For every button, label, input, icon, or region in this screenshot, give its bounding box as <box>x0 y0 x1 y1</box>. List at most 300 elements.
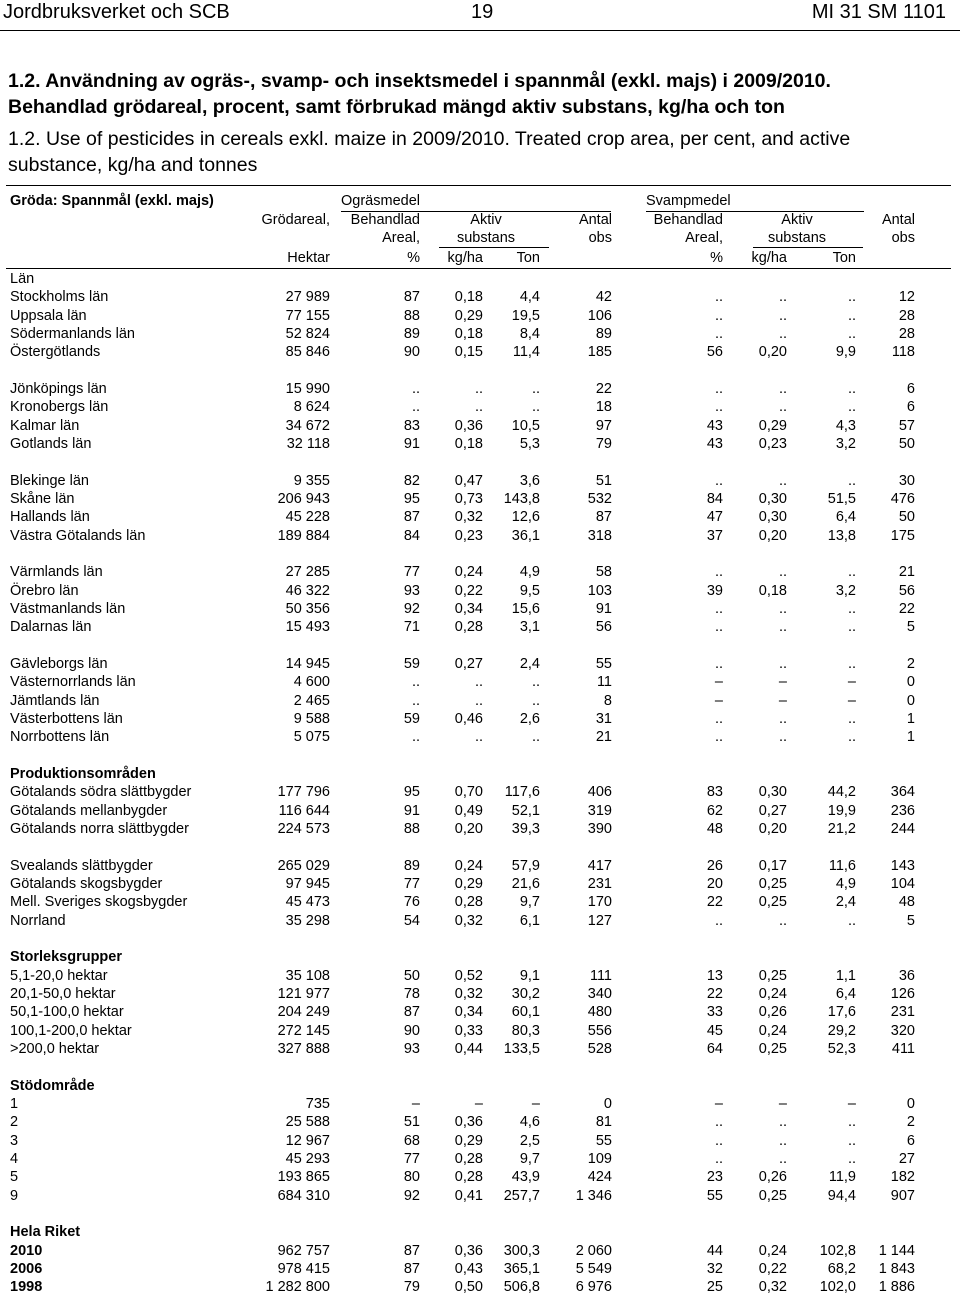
cell-ton1: 6,1 <box>519 912 540 929</box>
cell-antal2: 364 <box>890 784 915 801</box>
cell-grodareal: 684 310 <box>277 1187 330 1204</box>
cell-beh2: 44 <box>706 1242 723 1259</box>
cell-beh2: 43 <box>706 436 723 452</box>
row-label: Mell. Sveriges skogsbygder <box>10 894 188 911</box>
cell-antal1: 231 <box>587 875 612 892</box>
cell-grodareal: 8 624 <box>293 399 330 416</box>
col-subst2: substans <box>767 230 827 246</box>
cell-kgha2: 0,30 <box>758 491 787 507</box>
cell-ton2: .. <box>847 326 856 342</box>
cell-grodareal: 206 943 <box>277 491 330 507</box>
cell-antal1: 11 <box>596 674 612 691</box>
cell-antal1: 55 <box>595 1132 612 1149</box>
cell-ton1: .. <box>531 381 540 397</box>
row-label: Norrland <box>10 912 66 929</box>
header-bottom-rule <box>6 268 951 269</box>
cell-antal2: 126 <box>890 985 915 1002</box>
cell-grodareal: 4 600 <box>293 674 330 691</box>
cell-ton1: 365,1 <box>503 1260 540 1277</box>
cell-antal1: 340 <box>587 985 612 1002</box>
cell-kgha2: .. <box>778 399 787 416</box>
cell-antal2: 50 <box>898 509 915 526</box>
cell-ton2: 11,9 <box>828 1169 856 1186</box>
cell-kgha2: 0,24 <box>758 1022 787 1039</box>
cell-beh1: 93 <box>403 1040 420 1057</box>
row-label: Örebro län <box>10 582 79 599</box>
cell-ton2: 29,2 <box>827 1022 856 1039</box>
unit-pct2: % <box>710 250 723 266</box>
unit-kgha2: kg/ha <box>751 250 787 266</box>
cell-kgha2: .. <box>778 912 787 929</box>
cell-grodareal: 121 977 <box>277 985 330 1002</box>
cell-antal1: 127 <box>587 912 612 929</box>
title-sv-line1: 1.2. Användning av ogräs-, svamp- och insektsmedel i spannmål (exkl. majs) i 2009/2010. <box>8 70 831 92</box>
row-label: >200,0 hektar <box>10 1040 100 1057</box>
cell-ton1: 39,3 <box>511 820 540 837</box>
cell-kgha1: 0,32 <box>454 912 483 929</box>
group-herbicides: Ogräsmedel <box>341 193 420 209</box>
cell-beh2: 56 <box>706 344 723 361</box>
row-label: 5,1-20,0 hektar <box>10 967 108 984</box>
cell-kgha2: – <box>778 674 787 691</box>
col-aktiv2: Aktiv <box>781 212 813 228</box>
cell-antal2: 27 <box>898 1150 915 1167</box>
unit-ton2: Ton <box>832 250 856 266</box>
cell-ton2: 102,8 <box>819 1242 856 1259</box>
cell-ton1: 80,3 <box>511 1022 540 1039</box>
cell-kgha2: .. <box>778 1114 787 1131</box>
cell-beh1: 89 <box>403 857 420 874</box>
cell-beh2: 23 <box>706 1169 723 1186</box>
cell-antal1: 2 060 <box>575 1242 612 1259</box>
cell-antal2: 244 <box>890 820 915 837</box>
cell-kgha1: – <box>474 1095 483 1112</box>
cell-antal1: 318 <box>587 527 612 544</box>
cell-kgha2: .. <box>778 655 787 672</box>
cell-ton2: 3,2 <box>835 436 856 452</box>
cell-kgha1: 0,28 <box>454 619 483 636</box>
cell-kgha2: .. <box>778 472 787 489</box>
cell-antal2: 0 <box>906 1095 915 1112</box>
cell-beh2: .. <box>714 619 723 636</box>
row-label: Götalands mellanbygder <box>10 802 168 819</box>
cell-antal1: 6 976 <box>575 1279 612 1296</box>
cell-kgha1: 0,36 <box>454 1242 483 1259</box>
cell-kgha1: .. <box>474 729 483 746</box>
cell-grodareal: 14 945 <box>285 655 330 672</box>
unit-ton1: Ton <box>516 250 540 266</box>
section-heading: Storleksgrupper <box>10 949 122 966</box>
cell-kgha1: 0,24 <box>454 564 483 581</box>
cell-antal2: 1 <box>906 729 915 746</box>
cell-antal1: 556 <box>587 1022 612 1039</box>
cell-kgha2: 0,26 <box>758 1169 787 1186</box>
cell-beh1: 89 <box>403 326 420 342</box>
cell-beh1: 87 <box>403 289 420 306</box>
cell-antal1: 319 <box>587 802 612 819</box>
cell-beh2: .. <box>714 326 723 342</box>
cell-antal1: 532 <box>587 491 612 507</box>
cell-ton2: 2,4 <box>835 894 856 911</box>
cell-ton2: .. <box>847 307 856 324</box>
cell-ton1: 11,4 <box>512 344 540 361</box>
cell-beh2: .. <box>714 399 723 416</box>
cell-ton2: 102,0 <box>819 1279 856 1296</box>
cell-ton2: .. <box>847 472 856 489</box>
cell-antal2: 21 <box>898 564 915 581</box>
row-label: 20,1-50,0 hektar <box>10 985 116 1002</box>
cell-kgha1: 0,47 <box>454 472 483 489</box>
cell-ton2: 3,2 <box>835 582 856 599</box>
cell-antal1: 406 <box>587 784 612 801</box>
cell-beh2: 33 <box>706 1004 723 1021</box>
cell-grodareal: 224 573 <box>277 820 330 837</box>
cell-kgha1: 0,34 <box>454 600 483 617</box>
cell-kgha1: 0,32 <box>454 985 483 1002</box>
cell-kgha2: 0,25 <box>758 1040 787 1057</box>
cell-grodareal: 35 108 <box>285 967 330 984</box>
cell-antal1: 106 <box>587 307 612 324</box>
cell-antal1: 528 <box>587 1040 612 1057</box>
cell-ton1: 506,8 <box>503 1279 540 1296</box>
row-label: Jönköpings län <box>10 381 107 397</box>
cell-kgha1: 0,27 <box>454 655 483 672</box>
cell-kgha1: 0,20 <box>454 820 483 837</box>
cell-ton2: – <box>847 692 856 709</box>
row-label: 2006 <box>10 1260 43 1277</box>
cell-kgha2: 0,17 <box>758 857 787 874</box>
cell-beh1: 90 <box>403 344 420 361</box>
cell-beh2: .. <box>714 1114 723 1131</box>
cell-kgha1: 0,18 <box>454 289 483 306</box>
cell-ton1: 143,8 <box>503 491 540 507</box>
section-heading: Stödområde <box>10 1077 95 1094</box>
cell-beh2: 20 <box>706 875 723 892</box>
cell-beh2: – <box>714 1095 723 1112</box>
cell-kgha1: 0,41 <box>454 1187 483 1204</box>
cell-ton2: 4,3 <box>835 417 856 434</box>
cell-ton1: 57,9 <box>511 857 540 874</box>
cell-antal1: 31 <box>595 710 612 727</box>
cell-antal1: 22 <box>595 381 612 397</box>
cell-antal2: 5 <box>906 619 915 636</box>
cell-antal2: 5 <box>906 912 915 929</box>
cell-grodareal: 15 990 <box>285 381 330 397</box>
cell-kgha1: 0,49 <box>454 802 483 819</box>
cell-antal1: 1 346 <box>575 1187 612 1204</box>
cell-kgha1: .. <box>474 399 483 416</box>
cell-kgha2: 0,23 <box>758 436 787 452</box>
cell-kgha2: .. <box>778 1132 787 1149</box>
cell-beh1: 59 <box>403 710 420 727</box>
cell-kgha2: 0,24 <box>758 1242 787 1259</box>
cell-kgha2: – <box>778 692 787 709</box>
cell-kgha1: 0,36 <box>454 1114 483 1131</box>
cell-beh1: 79 <box>403 1279 420 1296</box>
cell-ton1: 19,5 <box>511 307 540 324</box>
cell-grodareal: 189 884 <box>277 527 330 544</box>
cell-beh2: .. <box>714 912 723 929</box>
cell-ton1: 12,6 <box>511 509 540 526</box>
cell-grodareal: 45 228 <box>285 509 330 526</box>
cell-beh1: 95 <box>403 491 420 507</box>
cell-kgha1: .. <box>474 381 483 397</box>
cell-beh2: 47 <box>706 509 723 526</box>
cell-beh2: 25 <box>706 1279 723 1296</box>
row-label: Västerbottens län <box>10 710 123 727</box>
cell-antal1: 5 549 <box>575 1260 612 1277</box>
row-label: 50,1-100,0 hektar <box>10 1004 124 1021</box>
row-label: Kalmar län <box>10 417 80 434</box>
cell-kgha2: 0,25 <box>758 1187 787 1204</box>
cell-ton1: .. <box>531 692 540 709</box>
row-label: 1 <box>10 1095 19 1112</box>
cell-beh1: 92 <box>403 1187 420 1204</box>
cell-ton1: 4,9 <box>519 564 540 581</box>
cell-antal1: 81 <box>595 1114 612 1131</box>
cell-beh2: 37 <box>706 527 723 544</box>
cell-antal2: 36 <box>898 967 915 984</box>
cell-kgha2: 0,20 <box>758 527 787 544</box>
cell-kgha1: 0,29 <box>454 1132 483 1149</box>
crop-label: Gröda: Spannmål (exkl. majs) <box>10 193 214 209</box>
cell-ton1: .. <box>531 729 540 746</box>
cell-ton1: 3,1 <box>519 619 540 636</box>
cell-kgha1: 0,32 <box>454 509 483 526</box>
row-label: Stockholms län <box>10 289 109 306</box>
cell-antal2: 320 <box>890 1022 915 1039</box>
cell-beh2: 45 <box>706 1022 723 1039</box>
cell-ton1: 30,2 <box>511 985 540 1002</box>
cell-beh2: 39 <box>706 582 723 599</box>
cell-antal2: 0 <box>906 674 915 691</box>
cell-beh1: – <box>411 1095 420 1112</box>
cell-ton2: .. <box>847 564 856 581</box>
cell-antal1: 56 <box>595 619 612 636</box>
cell-beh2: .. <box>714 289 723 306</box>
cell-grodareal: 46 322 <box>285 582 330 599</box>
cell-kgha2: 0,22 <box>758 1260 787 1277</box>
cell-antal2: 22 <box>898 600 915 617</box>
cell-kgha2: .. <box>778 289 787 306</box>
cell-kgha1: 0,18 <box>454 436 483 452</box>
cell-ton1: 9,5 <box>519 582 540 599</box>
cell-ton2: 68,2 <box>827 1260 856 1277</box>
cell-beh1: 91 <box>403 802 420 819</box>
cell-beh2: 13 <box>706 967 723 984</box>
cell-ton2: 44,2 <box>827 784 856 801</box>
cell-beh1: 95 <box>403 784 420 801</box>
cell-beh2: – <box>714 674 723 691</box>
col-obs2: obs <box>891 230 915 246</box>
cell-kgha1: 0,29 <box>454 875 483 892</box>
cell-antal1: 185 <box>587 344 612 361</box>
cell-beh2: 22 <box>706 894 723 911</box>
row-label: Hallands län <box>10 509 90 526</box>
row-label: Gävleborgs län <box>10 655 108 672</box>
row-label: 4 <box>10 1150 19 1167</box>
cell-ton2: .. <box>847 655 856 672</box>
cell-kgha2: .. <box>778 600 787 617</box>
cell-kgha1: 0,73 <box>454 491 483 507</box>
cell-ton2: .. <box>847 600 856 617</box>
cell-grodareal: 177 796 <box>277 784 330 801</box>
cell-antal1: 170 <box>587 894 612 911</box>
unit-kgha1: kg/ha <box>447 250 483 266</box>
cell-antal2: 1 886 <box>878 1279 915 1296</box>
cell-kgha1: 0,28 <box>454 894 483 911</box>
cell-kgha1: 0,29 <box>454 307 483 324</box>
cell-antal2: 12 <box>898 289 915 306</box>
cell-ton1: 2,4 <box>519 655 540 672</box>
cell-beh2: .. <box>714 729 723 746</box>
cell-kgha2: .. <box>778 326 787 342</box>
cell-ton1: 36,1 <box>511 527 540 544</box>
unit-pct1: % <box>407 250 420 266</box>
cell-kgha1: .. <box>474 692 483 709</box>
unit-hektar: Hektar <box>287 250 330 266</box>
cell-ton1: 8,4 <box>519 326 540 342</box>
cell-ton2: – <box>847 1095 856 1112</box>
group-fungicides: Svampmedel <box>646 193 731 209</box>
cell-beh1: 90 <box>403 1022 420 1039</box>
subst2-rule <box>753 247 863 248</box>
cell-beh1: 78 <box>403 985 420 1002</box>
cell-grodareal: 34 672 <box>285 417 330 434</box>
cell-ton1: .. <box>531 674 540 691</box>
cell-antal2: 104 <box>890 875 915 892</box>
cell-ton1: 43,9 <box>511 1169 540 1186</box>
cell-antal2: 30 <box>898 472 915 489</box>
cell-kgha2: 0,32 <box>758 1279 787 1296</box>
cell-ton2: 51,5 <box>827 491 856 507</box>
cell-ton2: 9,9 <box>835 344 856 361</box>
cell-beh1: 77 <box>403 875 420 892</box>
col-grodareal: Grödareal, <box>261 212 330 228</box>
cell-antal2: 1 843 <box>878 1260 915 1277</box>
cell-ton1: 4,4 <box>519 289 540 306</box>
cell-kgha1: 0,52 <box>454 967 483 984</box>
cell-kgha2: .. <box>778 1150 787 1167</box>
cell-beh2: 55 <box>706 1187 723 1204</box>
cell-beh1: 91 <box>403 436 420 452</box>
cell-grodareal: 9 588 <box>293 710 330 727</box>
cell-antal1: 390 <box>587 820 612 837</box>
cell-beh2: 83 <box>706 784 723 801</box>
cell-grodareal: 45 293 <box>285 1150 330 1167</box>
cell-kgha2: 0,27 <box>758 802 787 819</box>
cell-antal1: 91 <box>595 600 612 617</box>
cell-antal2: 48 <box>898 894 915 911</box>
row-label: 2 <box>10 1114 19 1131</box>
cell-ton1: 10,5 <box>511 417 540 434</box>
cell-beh1: .. <box>411 729 420 746</box>
cell-antal1: 18 <box>595 399 612 416</box>
section-heading: Län <box>10 271 35 287</box>
cell-kgha1: 0,70 <box>454 784 483 801</box>
cell-grodareal: 1 282 800 <box>265 1279 330 1296</box>
row-label: Västernorrlands län <box>10 674 136 691</box>
cell-ton2: .. <box>847 1150 856 1167</box>
cell-beh2: – <box>714 692 723 709</box>
row-label: Götalands norra slättbygder <box>10 820 189 837</box>
cell-grodareal: 15 493 <box>285 619 330 636</box>
cell-antal2: 6 <box>906 1132 915 1149</box>
row-label: Östergötlands <box>10 344 101 361</box>
cell-beh2: 22 <box>706 985 723 1002</box>
cell-grodareal: 272 145 <box>277 1022 330 1039</box>
row-label: 5 <box>10 1169 19 1186</box>
cell-antal2: 1 <box>906 710 915 727</box>
cell-antal1: 0 <box>603 1095 612 1112</box>
row-label: Gotlands län <box>10 436 92 452</box>
cell-antal1: 42 <box>595 289 612 306</box>
cell-beh1: 87 <box>403 1242 420 1259</box>
row-label: Götalands södra slättbygder <box>10 784 192 801</box>
col-obs1: obs <box>588 230 612 246</box>
cell-kgha1: 0,22 <box>454 582 483 599</box>
cell-ton2: 4,9 <box>835 875 856 892</box>
cell-antal2: 6 <box>906 381 915 397</box>
cell-ton2: 6,4 <box>835 509 856 526</box>
cell-antal1: 79 <box>595 436 612 452</box>
cell-beh2: 64 <box>706 1040 723 1057</box>
cell-beh2: .. <box>714 710 723 727</box>
cell-ton2: – <box>847 674 856 691</box>
row-label: Västmanlands län <box>10 600 126 617</box>
cell-grodareal: 12 967 <box>285 1132 330 1149</box>
row-label: Svealands slättbygder <box>10 857 153 874</box>
cell-ton1: 133,5 <box>503 1040 540 1057</box>
cell-grodareal: 193 865 <box>277 1169 330 1186</box>
cell-ton1: .. <box>531 399 540 416</box>
col-beh1: Behandlad <box>350 212 420 228</box>
cell-grodareal: 85 846 <box>285 344 330 361</box>
cell-kgha2: .. <box>778 729 787 746</box>
cell-kgha2: 0,20 <box>758 820 787 837</box>
cell-beh1: 87 <box>403 1004 420 1021</box>
cell-ton1: 60,1 <box>511 1004 540 1021</box>
row-label: Blekinge län <box>10 472 89 489</box>
cell-grodareal: 97 945 <box>285 875 330 892</box>
row-label: Skåne län <box>10 491 75 507</box>
row-label: Södermanlands län <box>10 326 135 342</box>
cell-antal1: 480 <box>587 1004 612 1021</box>
cell-ton2: 21,2 <box>827 820 856 837</box>
cell-antal1: 8 <box>603 692 612 709</box>
cell-beh1: 59 <box>403 655 420 672</box>
cell-kgha1: 0,28 <box>454 1169 483 1186</box>
cell-antal2: 28 <box>898 307 915 324</box>
cell-antal2: 2 <box>906 655 915 672</box>
cell-ton1: 4,6 <box>519 1114 540 1131</box>
cell-kgha1: 0,15 <box>454 344 483 361</box>
row-label: 9 <box>10 1187 19 1204</box>
cell-ton1: 3,6 <box>519 472 540 489</box>
cell-ton1: 9,7 <box>519 894 540 911</box>
row-label: 3 <box>10 1132 19 1149</box>
row-label: 1998 <box>10 1279 43 1296</box>
page-header <box>0 0 960 31</box>
cell-kgha1: 0,33 <box>454 1022 483 1039</box>
cell-kgha2: 0,25 <box>758 967 787 984</box>
cell-antal2: 907 <box>890 1187 915 1204</box>
cell-beh1: 88 <box>403 307 420 324</box>
cell-grodareal: 978 415 <box>277 1260 330 1277</box>
cell-antal2: 28 <box>898 326 915 342</box>
cell-ton2: 6,4 <box>835 985 856 1002</box>
cell-beh2: 43 <box>706 417 723 434</box>
